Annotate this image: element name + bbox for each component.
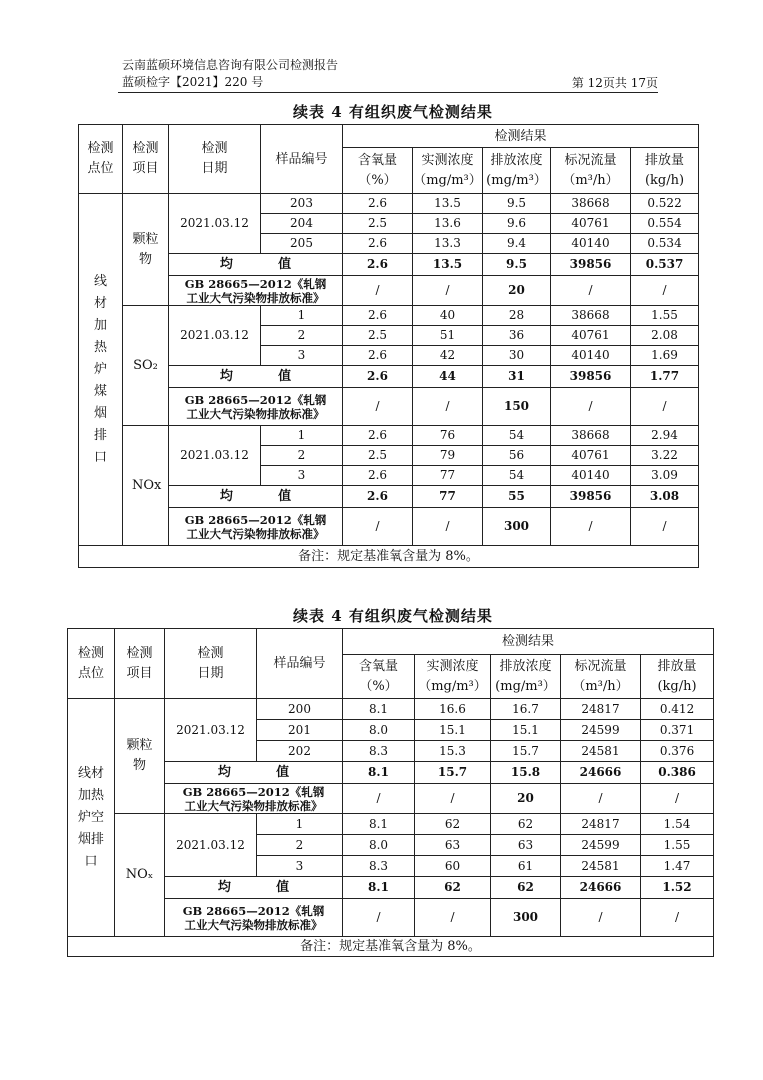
o2-cell: 8.0 xyxy=(343,720,415,741)
note-row xyxy=(68,937,714,957)
standard-rate: / xyxy=(631,508,699,546)
standard-row xyxy=(68,784,714,814)
col-emit-conc-label: 排放浓度 xyxy=(499,658,552,674)
col-rate xyxy=(631,148,699,194)
rate-cell: 0.534 xyxy=(631,234,699,254)
conc-cell: 62 xyxy=(415,814,491,835)
flow-cell: 40140 xyxy=(551,466,631,486)
sample-cell: 1 xyxy=(261,306,343,326)
average-conc: 44 xyxy=(413,366,483,388)
sample-cell: 2 xyxy=(261,326,343,346)
sample-cell: 200 xyxy=(257,699,343,720)
header-row xyxy=(68,629,714,655)
average-o2: 8.1 xyxy=(343,762,415,784)
standard-row xyxy=(79,508,699,546)
col-o2-label: 含氧量 xyxy=(358,658,398,674)
col-o2-unit: （%） xyxy=(358,172,397,188)
o2-cell: 8.1 xyxy=(343,699,415,720)
emit-conc-cell: 36 xyxy=(483,326,551,346)
average-label: 均 值 xyxy=(165,877,343,899)
rate-cell: 2.08 xyxy=(631,326,699,346)
sample-cell: 2 xyxy=(261,446,343,466)
date-cell: 2021.03.12 xyxy=(169,426,261,486)
standard-flow: / xyxy=(551,388,631,426)
col-flow xyxy=(561,655,641,699)
standard-label: GB 28665—2012《轧钢工业大气污染物排放标准》 xyxy=(165,784,343,814)
conc-cell: 51 xyxy=(413,326,483,346)
average-rate: 1.77 xyxy=(631,366,699,388)
average-conc: 62 xyxy=(415,877,491,899)
col-conc-label: 实测浓度 xyxy=(426,658,479,674)
emit-conc-cell: 30 xyxy=(483,346,551,366)
date-cell: 2021.03.12 xyxy=(165,814,257,877)
sample-cell: 202 xyxy=(257,741,343,762)
header-left xyxy=(122,57,338,91)
date-cell: 2021.03.12 xyxy=(169,194,261,254)
col-o2-label: 含氧量 xyxy=(357,152,397,168)
location-cell: 线材加热炉空烟排口 xyxy=(68,699,115,937)
conc-cell: 15.3 xyxy=(415,741,491,762)
average-o2: 2.6 xyxy=(343,366,413,388)
col-rate-unit: (kg/h) xyxy=(644,172,685,188)
col-item: 检测项目 xyxy=(123,125,169,194)
average-label: 均 值 xyxy=(169,254,343,276)
emit-conc-cell: 9.4 xyxy=(483,234,551,254)
conc-cell: 60 xyxy=(415,856,491,877)
o2-cell: 2.6 xyxy=(343,466,413,486)
standard-o2: / xyxy=(343,508,413,546)
o2-cell: 8.3 xyxy=(343,856,415,877)
o2-cell: 2.5 xyxy=(343,326,413,346)
average-row xyxy=(79,486,699,508)
rate-cell: 1.47 xyxy=(641,856,714,877)
average-o2: 8.1 xyxy=(343,877,415,899)
o2-cell: 2.6 xyxy=(343,346,413,366)
col-date: 检测日期 xyxy=(165,629,257,699)
item-cell: SO₂ xyxy=(123,306,169,426)
standard-rate: / xyxy=(641,784,714,814)
average-emit: 15.8 xyxy=(491,762,561,784)
col-rate-unit: (kg/h) xyxy=(657,678,697,694)
table-1-title: 续表 4 有组织废气检测结果 xyxy=(293,103,493,121)
o2-cell: 8.1 xyxy=(343,814,415,835)
flow-cell: 40761 xyxy=(551,214,631,234)
sample-cell: 203 xyxy=(261,194,343,214)
average-flow: 39856 xyxy=(551,486,631,508)
standard-flow: / xyxy=(561,899,641,937)
sample-cell: 3 xyxy=(261,346,343,366)
standard-label: GB 28665—2012《轧钢工业大气污染物排放标准》 xyxy=(169,276,343,306)
col-results: 检测结果 xyxy=(343,629,714,655)
emission-table-2 xyxy=(67,628,714,957)
col-item: 检测项目 xyxy=(115,629,165,699)
standard-row xyxy=(79,388,699,426)
flow-cell: 40761 xyxy=(551,326,631,346)
table-note: 备注：规定基准氧含量为 8%。 xyxy=(79,546,699,568)
col-o2 xyxy=(343,148,413,194)
rate-cell: 1.69 xyxy=(631,346,699,366)
conc-cell: 16.6 xyxy=(415,699,491,720)
standard-row xyxy=(68,899,714,937)
col-conc xyxy=(413,148,483,194)
sample-cell: 1 xyxy=(257,814,343,835)
standard-conc: / xyxy=(413,508,483,546)
average-conc: 77 xyxy=(413,486,483,508)
sample-cell: 201 xyxy=(257,720,343,741)
table-row xyxy=(79,426,699,446)
col-rate-label: 排放量 xyxy=(645,152,685,168)
table-2-title: 续表 4 有组织废气检测结果 xyxy=(293,607,493,625)
col-emit-conc-label: 排放浓度 xyxy=(490,152,543,168)
standard-flow: / xyxy=(551,276,631,306)
flow-cell: 24817 xyxy=(561,814,641,835)
conc-cell: 42 xyxy=(413,346,483,366)
average-label: 均 值 xyxy=(165,762,343,784)
standard-conc: / xyxy=(413,276,483,306)
col-conc xyxy=(415,655,491,699)
col-flow-unit: （m³/h） xyxy=(562,172,619,188)
table-note: 备注：规定基准氧含量为 8%。 xyxy=(68,937,714,957)
item-cell: 颗粒物 xyxy=(115,699,165,814)
average-emit: 31 xyxy=(483,366,551,388)
average-o2: 2.6 xyxy=(343,486,413,508)
date-cell: 2021.03.12 xyxy=(169,306,261,366)
col-results: 检测结果 xyxy=(343,125,699,148)
col-emit-conc-unit: (mg/m³） xyxy=(486,172,547,188)
average-row xyxy=(68,877,714,899)
o2-cell: 8.3 xyxy=(343,741,415,762)
item-cell: NOₓ xyxy=(115,814,165,937)
average-emit: 62 xyxy=(491,877,561,899)
col-sample: 样品编号 xyxy=(257,629,343,699)
col-point: 检测点位 xyxy=(68,629,115,699)
o2-cell: 2.5 xyxy=(343,214,413,234)
item-cell: NOx xyxy=(123,426,169,546)
col-o2 xyxy=(343,655,415,699)
standard-label: GB 28665—2012《轧钢工业大气污染物排放标准》 xyxy=(165,899,343,937)
date-cell: 2021.03.12 xyxy=(165,699,257,762)
header-divider xyxy=(118,92,658,93)
col-flow xyxy=(551,148,631,194)
standard-flow: / xyxy=(561,784,641,814)
col-conc-unit: （mg/m³） xyxy=(413,172,482,188)
flow-cell: 24817 xyxy=(561,699,641,720)
average-rate: 0.537 xyxy=(631,254,699,276)
company-name: 云南蓝硕环境信息咨询有限公司检测报告 xyxy=(122,58,339,72)
col-o2-unit: （%） xyxy=(359,678,398,694)
conc-cell: 15.1 xyxy=(415,720,491,741)
standard-conc: / xyxy=(415,899,491,937)
average-label: 均 值 xyxy=(169,366,343,388)
col-flow-unit: （m³/h） xyxy=(572,678,629,694)
standard-emit: 20 xyxy=(491,784,561,814)
conc-cell: 63 xyxy=(415,835,491,856)
o2-cell: 2.6 xyxy=(343,426,413,446)
o2-cell: 8.0 xyxy=(343,835,415,856)
standard-emit: 300 xyxy=(491,899,561,937)
average-flow: 39856 xyxy=(551,254,631,276)
o2-cell: 2.6 xyxy=(343,194,413,214)
flow-cell: 24581 xyxy=(561,856,641,877)
standard-o2: / xyxy=(343,899,415,937)
table-row xyxy=(79,306,699,326)
rate-cell: 1.55 xyxy=(631,306,699,326)
emit-conc-cell: 15.1 xyxy=(491,720,561,741)
note-row xyxy=(79,546,699,568)
average-o2: 2.6 xyxy=(343,254,413,276)
standard-conc: / xyxy=(415,784,491,814)
average-emit: 55 xyxy=(483,486,551,508)
average-flow: 24666 xyxy=(561,762,641,784)
standard-emit: 20 xyxy=(483,276,551,306)
standard-o2: / xyxy=(343,276,413,306)
standard-rate: / xyxy=(631,388,699,426)
average-rate: 3.08 xyxy=(631,486,699,508)
col-conc-label: 实测浓度 xyxy=(421,152,474,168)
average-row xyxy=(79,366,699,388)
emit-conc-cell: 63 xyxy=(491,835,561,856)
table-row xyxy=(68,699,714,720)
emission-table-1 xyxy=(78,124,699,568)
header-row xyxy=(79,125,699,148)
rate-cell: 3.09 xyxy=(631,466,699,486)
col-flow-label: 标况流量 xyxy=(564,152,617,168)
average-rate: 0.386 xyxy=(641,762,714,784)
col-point: 检测点位 xyxy=(79,125,123,194)
emit-conc-cell: 9.5 xyxy=(483,194,551,214)
standard-row xyxy=(79,276,699,306)
flow-cell: 40761 xyxy=(551,446,631,466)
o2-cell: 2.5 xyxy=(343,446,413,466)
conc-cell: 13.5 xyxy=(413,194,483,214)
flow-cell: 40140 xyxy=(551,346,631,366)
location-cell: 线材加热炉煤烟排口 xyxy=(79,194,123,546)
conc-cell: 77 xyxy=(413,466,483,486)
average-flow: 39856 xyxy=(551,366,631,388)
average-rate: 1.52 xyxy=(641,877,714,899)
page-number: 第 12页共 17页 xyxy=(571,76,658,90)
flow-cell: 24599 xyxy=(561,835,641,856)
sample-cell: 205 xyxy=(261,234,343,254)
conc-cell: 79 xyxy=(413,446,483,466)
sample-cell: 2 xyxy=(257,835,343,856)
col-emit-conc xyxy=(491,655,561,699)
standard-label: GB 28665—2012《轧钢工业大气污染物排放标准》 xyxy=(169,508,343,546)
emit-conc-cell: 28 xyxy=(483,306,551,326)
item-cell: 颗粒物 xyxy=(123,194,169,306)
standard-rate: / xyxy=(641,899,714,937)
flow-cell: 38668 xyxy=(551,194,631,214)
o2-cell: 2.6 xyxy=(343,234,413,254)
standard-o2: / xyxy=(343,784,415,814)
emit-conc-cell: 9.6 xyxy=(483,214,551,234)
sample-cell: 3 xyxy=(261,466,343,486)
sample-cell: 1 xyxy=(261,426,343,446)
emit-conc-cell: 56 xyxy=(483,446,551,466)
emit-conc-cell: 15.7 xyxy=(491,741,561,762)
standard-o2: / xyxy=(343,388,413,426)
standard-emit: 300 xyxy=(483,508,551,546)
flow-cell: 38668 xyxy=(551,306,631,326)
col-conc-unit: （mg/m³） xyxy=(418,678,487,694)
rate-cell: 2.94 xyxy=(631,426,699,446)
conc-cell: 13.3 xyxy=(413,234,483,254)
table-row xyxy=(79,194,699,214)
rate-cell: 0.376 xyxy=(641,741,714,762)
sample-cell: 204 xyxy=(261,214,343,234)
rate-cell: 3.22 xyxy=(631,446,699,466)
standard-label: GB 28665—2012《轧钢工业大气污染物排放标准》 xyxy=(169,388,343,426)
emit-conc-cell: 54 xyxy=(483,466,551,486)
average-flow: 24666 xyxy=(561,877,641,899)
report-number: 蓝硕检字【2021】220 号 xyxy=(122,75,264,89)
flow-cell: 38668 xyxy=(551,426,631,446)
flow-cell: 40140 xyxy=(551,234,631,254)
standard-flow: / xyxy=(551,508,631,546)
col-emit-conc-unit: (mg/m³） xyxy=(495,678,556,694)
table-row xyxy=(68,814,714,835)
rate-cell: 0.412 xyxy=(641,699,714,720)
emit-conc-cell: 61 xyxy=(491,856,561,877)
rate-cell: 1.54 xyxy=(641,814,714,835)
flow-cell: 24599 xyxy=(561,720,641,741)
conc-cell: 40 xyxy=(413,306,483,326)
conc-cell: 76 xyxy=(413,426,483,446)
emit-conc-cell: 62 xyxy=(491,814,561,835)
col-sample: 样品编号 xyxy=(261,125,343,194)
table-2-body xyxy=(68,629,714,957)
o2-cell: 2.6 xyxy=(343,306,413,326)
col-rate xyxy=(641,655,714,699)
col-rate-label: 排放量 xyxy=(657,658,697,674)
emit-conc-cell: 16.7 xyxy=(491,699,561,720)
average-conc: 13.5 xyxy=(413,254,483,276)
average-row xyxy=(68,762,714,784)
flow-cell: 24581 xyxy=(561,741,641,762)
standard-emit: 150 xyxy=(483,388,551,426)
conc-cell: 13.6 xyxy=(413,214,483,234)
rate-cell: 1.55 xyxy=(641,835,714,856)
average-row xyxy=(79,254,699,276)
sample-cell: 3 xyxy=(257,856,343,877)
rate-cell: 0.522 xyxy=(631,194,699,214)
standard-conc: / xyxy=(413,388,483,426)
rate-cell: 0.371 xyxy=(641,720,714,741)
average-conc: 15.7 xyxy=(415,762,491,784)
col-emit-conc xyxy=(483,148,551,194)
rate-cell: 0.554 xyxy=(631,214,699,234)
average-label: 均 值 xyxy=(169,486,343,508)
table-1-body xyxy=(79,125,699,568)
average-emit: 9.5 xyxy=(483,254,551,276)
standard-rate: / xyxy=(631,276,699,306)
emit-conc-cell: 54 xyxy=(483,426,551,446)
col-flow-label: 标况流量 xyxy=(574,658,627,674)
col-date: 检测日期 xyxy=(169,125,261,194)
